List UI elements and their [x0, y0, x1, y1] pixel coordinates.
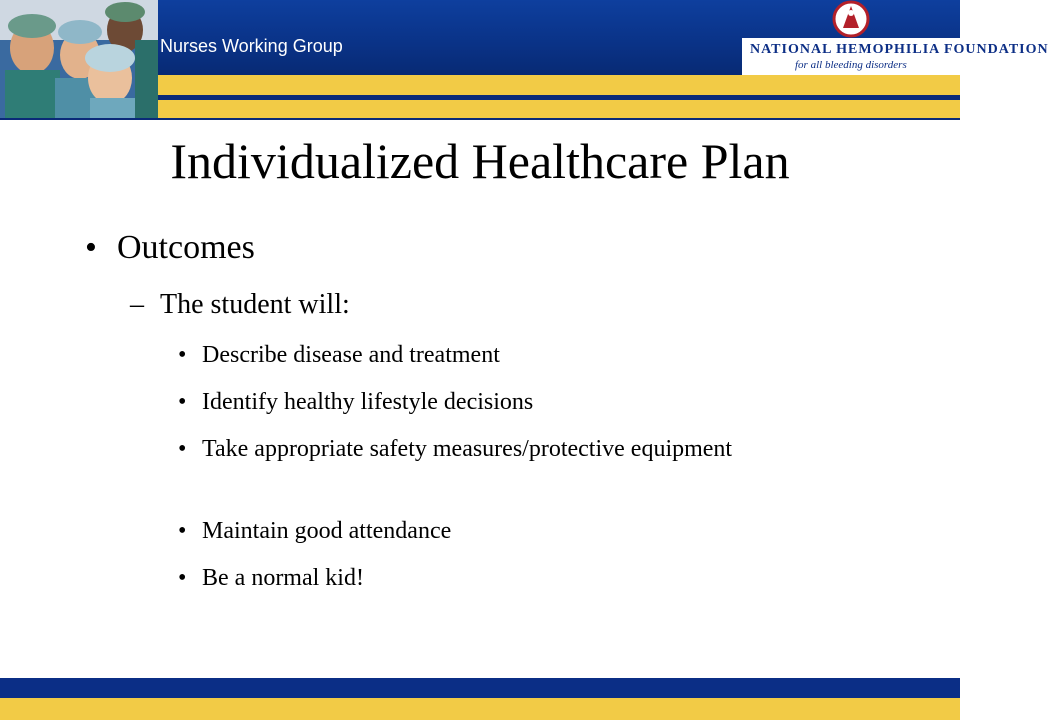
list-item	[178, 433, 802, 465]
bullet-marker: •	[85, 229, 97, 266]
group-name: Nurses Working Group	[160, 36, 343, 56]
dash-marker: –	[130, 289, 144, 320]
list-item	[178, 562, 802, 594]
header-banner	[0, 0, 1049, 120]
subbullet-text: The student will:	[160, 289, 350, 320]
list-item-text: Describe disease and treatment	[202, 342, 500, 368]
list-item-text: Take appropriate safety measures/protective equipment	[202, 436, 733, 462]
org-tagline: for all bleeding disorders	[795, 59, 907, 71]
bullet-text: Outcomes	[117, 229, 255, 266]
list-item	[178, 386, 802, 418]
bullet-marker: •	[178, 565, 187, 591]
bullet-outcomes	[85, 229, 255, 267]
nurses-photo	[0, 0, 158, 118]
nhf-logo-icon	[832, 0, 870, 38]
header-divider	[0, 118, 960, 120]
footer-yellow-band	[0, 698, 960, 720]
list-item	[178, 515, 802, 547]
list-item-text: Maintain good attendance	[202, 518, 452, 544]
subbullet-student-will	[130, 289, 350, 321]
bullet-marker: •	[178, 518, 187, 544]
footer-navy-band	[0, 678, 960, 698]
slide-title: Individualized Healthcare Plan	[170, 133, 790, 189]
bullet-marker: •	[178, 436, 187, 462]
list-item	[178, 339, 802, 371]
bullet-marker: •	[178, 389, 187, 415]
org-name: NATIONAL HEMOPHILIA FOUNDATION	[750, 42, 1049, 57]
list-item-text: Identify healthy lifestyle decisions	[202, 389, 534, 415]
list-item-text: Be a normal kid!	[202, 565, 364, 591]
bullet-marker: •	[178, 342, 187, 368]
